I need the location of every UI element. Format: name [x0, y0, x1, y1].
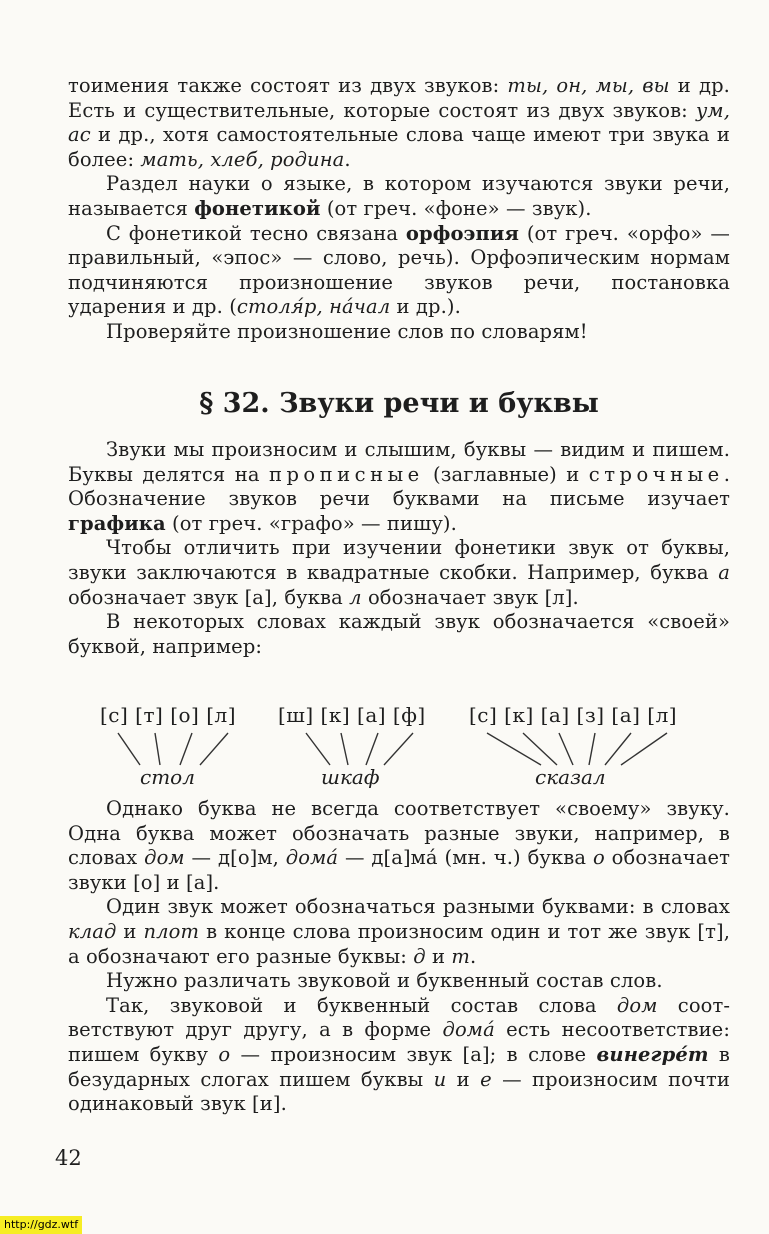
text-run: Однако буква не всегда соответствует «своему» звуку. Одна буква может обозначать разные звуки, например, в словах	[68, 797, 730, 870]
source-watermark-link[interactable]: http://gdz.wtf	[0, 1216, 82, 1234]
word-label: сказал	[535, 765, 606, 789]
sound-sequence: [с] [к] [а] [з] [а] [л]	[469, 703, 678, 727]
term-orthoepy: орфоэпия	[405, 221, 519, 245]
text-run: Чтобы отличить при изучении фонетики звук от буквы, звуки заключаются в квадратные скобки. Например, буква	[68, 536, 730, 584]
text-run: обозначает звук [а], буква	[68, 585, 350, 609]
term-lowercase: строчные	[588, 462, 724, 486]
word-label: шкаф	[321, 765, 380, 789]
text-run: .	[344, 147, 351, 171]
sound-sequence: [с] [т] [о] [л]	[100, 703, 237, 727]
text-run: в конце слова произносим один и тот же звук [т], а обозначают его разные буквы:	[68, 919, 731, 968]
section-text-block	[68, 438, 730, 659]
example-letter: о	[592, 846, 605, 870]
connector-lines	[278, 729, 443, 769]
text-run: — произносим звук [а]; в слове	[230, 1042, 597, 1066]
sound-letter-diagram	[68, 703, 730, 793]
paragraph-own-letter: В некоторых словах каждый звук обозначается «своей» буквой, например:	[68, 610, 730, 658]
text-run: и др., хотя самостоятельные слова чаще имеют три звука и более:	[68, 123, 730, 171]
section-heading: § 32. Звуки речи и буквы	[199, 388, 599, 419]
text-run: — д[а]ма́ (мн. ч.) буква	[338, 846, 593, 870]
example-letter: а	[718, 560, 730, 584]
example-words: ум, ас	[68, 98, 730, 147]
example-letter: и	[433, 1067, 447, 1091]
diagram-group-shkaf	[278, 703, 426, 789]
example-word: дом	[616, 993, 658, 1017]
paragraph-pronouns	[68, 74, 730, 172]
text-run: обозначает звук [л].	[361, 585, 579, 609]
paragraph-one-sound-many-letters	[68, 895, 730, 969]
text-run: обозначает звуки [о] и [а].	[68, 846, 730, 894]
text-run: . Обозначение звуков речи буквами на письме изучает	[68, 462, 730, 511]
paragraph-letters	[68, 438, 730, 536]
text-run: Один звук может обозначаться разными буквами: в словах	[106, 895, 730, 919]
example-word-bold: винегре́т	[596, 1042, 709, 1066]
connector-lines	[469, 729, 689, 769]
example-word: дом	[144, 846, 185, 870]
example-letter: л	[349, 585, 362, 609]
text-run: (от греч. «графо» — пишу).	[165, 511, 457, 535]
text-run: и	[425, 944, 452, 968]
example-words: ты, он, мы, вы	[507, 74, 670, 97]
example-word: клад	[68, 919, 117, 943]
text-run: есть несоответствие: пишем букву	[68, 1018, 730, 1066]
page-number: 42	[55, 1146, 82, 1170]
example-letter: е	[480, 1067, 492, 1091]
text-run: и др. Есть и существительные, которые состоят из двух звуков:	[68, 74, 730, 122]
paragraph-one-letter-many-sounds	[68, 797, 730, 895]
text-run: (от греч. «фоне» — звук).	[320, 196, 592, 220]
example-word: дома́	[442, 1018, 495, 1042]
example-letter: д	[413, 944, 426, 968]
paragraph-phonetics	[68, 172, 730, 221]
paragraph-orthoepy	[68, 222, 730, 320]
text-run: и др.).	[390, 295, 461, 319]
connector-lines	[100, 729, 250, 769]
example-words: мать, хлеб, родина	[140, 147, 345, 171]
paragraph-brackets	[68, 536, 730, 610]
text-run: и	[116, 919, 144, 943]
paragraph-examples	[68, 994, 730, 1117]
term-graphics: графика	[68, 511, 166, 535]
text-run: .	[470, 944, 477, 968]
sound-sequence: [ш] [к] [а] [ф]	[278, 703, 426, 727]
paragraph-distinguish: Нужно различать звуковой и буквенный состав слов.	[106, 969, 663, 993]
example-word: плот	[143, 919, 200, 943]
term-uppercase: прописные	[268, 462, 424, 486]
example-letter: т	[451, 944, 471, 968]
text-run: С фонетикой тесно связана	[106, 221, 406, 245]
intro-text-block	[68, 74, 730, 345]
text-run: Так, звуковой и буквенный состав слова	[106, 993, 617, 1017]
text-run: Раздел науки о языке, в котором изучаются звуки речи, называется	[68, 172, 730, 220]
text-run: тоимения также состоят из двух звуков:	[68, 74, 508, 97]
closing-text-block	[68, 797, 730, 1117]
text-run: — произносим почти одинаковый звук [и].	[68, 1067, 730, 1116]
diagram-group-skazal	[469, 703, 678, 789]
text-run: (заглавные) и	[423, 462, 589, 486]
word-label: стол	[140, 765, 195, 789]
example-words: столя́р, на́чал	[236, 295, 391, 319]
text-run: в безударных слогах пишем буквы	[68, 1042, 730, 1091]
text-run: (от греч. «орфо» — правильный, «эпос» — слово, речь). Орфоэпическим нормам подчиняются произношение звуков речи, постановка ударения и др. (	[68, 221, 731, 319]
term-phonetics: фонетикой	[194, 196, 321, 220]
text-run: — д[о]м,	[184, 846, 286, 870]
text-run: Звуки мы произносим и слышим, буквы — видим и пишем. Буквы делятся на	[68, 438, 730, 486]
example-word: дома́	[285, 846, 339, 870]
diagram-group-stol	[100, 703, 237, 789]
paragraph-dictionary-advice: Проверяйте произношение слов по словарям!	[106, 319, 588, 343]
text-run: и	[446, 1067, 481, 1091]
example-letter: о	[218, 1042, 231, 1066]
text-run: соответствуют друг другу, а в форме	[68, 993, 730, 1042]
